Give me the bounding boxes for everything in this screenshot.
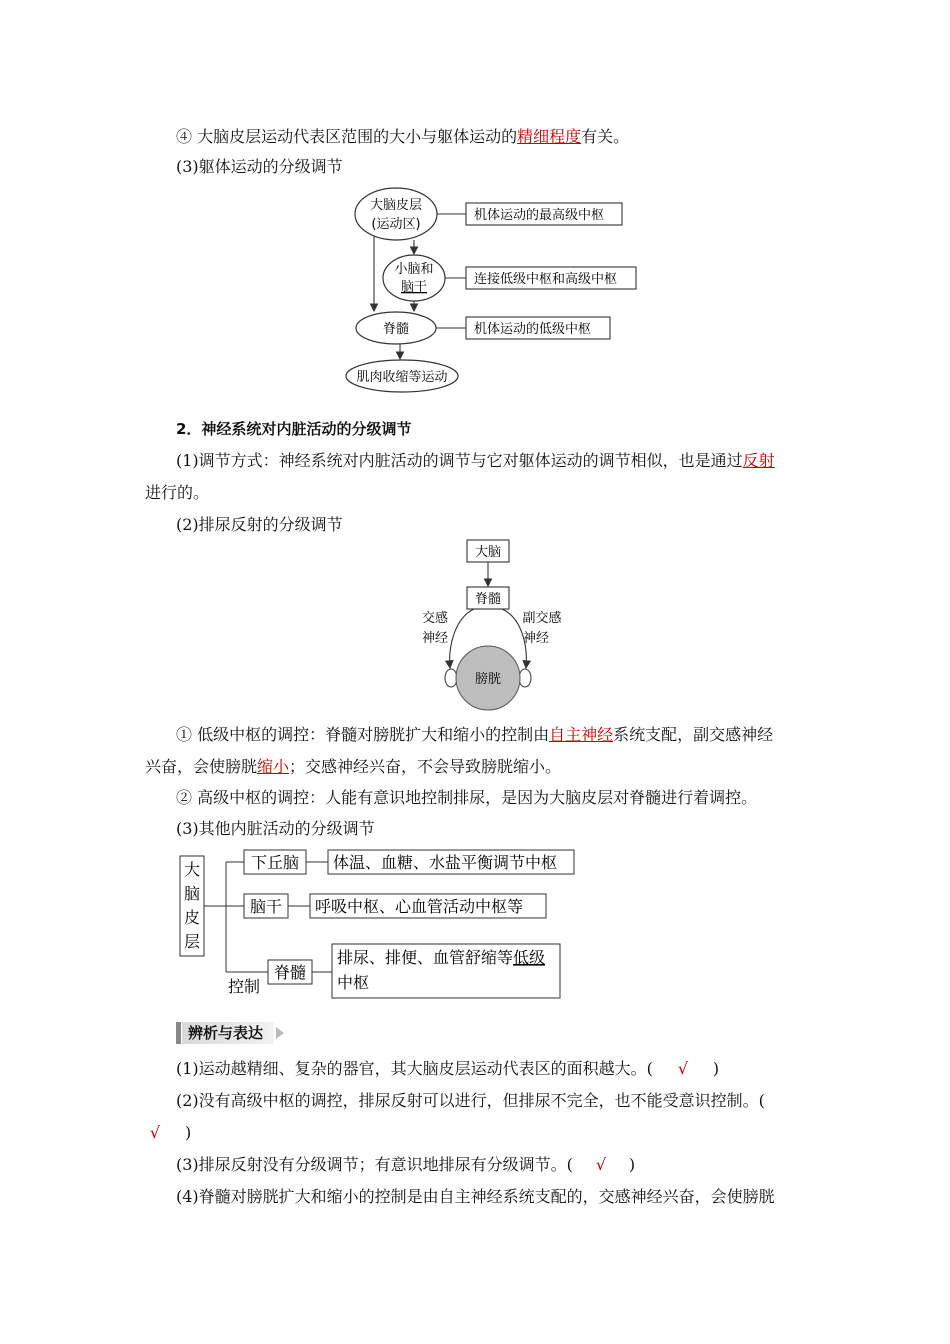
- sympathetic-label-2: 神经: [421, 631, 449, 646]
- spinal-center-text-2: 中枢: [337, 973, 370, 992]
- urination-reflex-diagram: [410, 536, 580, 716]
- sympathetic-label-1: 交感: [421, 611, 449, 626]
- brain-label: 大脑: [474, 545, 502, 560]
- parasympathetic-label-2: 神经: [522, 631, 550, 646]
- cortex-label-1: 大脑皮层: [369, 198, 423, 213]
- cortex-char-1: 大: [183, 860, 201, 879]
- answer-reflex: 反射: [742, 451, 775, 470]
- answer-mark-1: √: [677, 1059, 689, 1078]
- cerebellum-label-1: 小脑和: [394, 262, 434, 277]
- cortex-char-2: 脑: [183, 884, 201, 903]
- cortex-char-3: 皮: [183, 908, 201, 927]
- spinal-label: 脊髓: [474, 592, 502, 607]
- muscle-label: 肌肉收缩等运动: [356, 370, 448, 385]
- answer-precision: 精细程度: [517, 127, 582, 146]
- question-3: (3)排尿反射没有分级调节；有意识地排尿有分级调节。( √ ): [176, 1155, 636, 1174]
- question-1: (1)运动越精细、复杂的器官，其大脑皮层运动代表区的面积越大。( √ ): [176, 1059, 720, 1078]
- question-4: (4)脊髓对膀胱扩大和缩小的控制是由自主神经系统支配的，交感神经兴奋，会使膀胱: [176, 1187, 775, 1206]
- section-visceral-regulation: 2．神经系统对内脏活动的分级调节: [176, 420, 412, 438]
- paragraph-high-center: ② 高级中枢的调控：人能有意识地控制排尿，是因为大脑皮层对脊髓进行着调控。: [176, 788, 758, 807]
- section-header-analysis: 辨析与表达: [176, 1022, 284, 1044]
- hypothalamus-center-text: 体温、血糖、水盐平衡调节中枢: [333, 853, 558, 872]
- brainstem-center-text: 呼吸中枢、心血管活动中枢等: [315, 897, 524, 916]
- control-label: 控制: [228, 977, 261, 996]
- bladder-right-sphincter: [519, 669, 531, 687]
- question-2: (2)没有高级中枢的调控，排尿反射可以进行，但排尿不完全，也不能受意识控制。(: [176, 1091, 765, 1110]
- low-center-text: 机体运动的低级中枢: [474, 322, 592, 337]
- paragraph-cortex-size: ④ 大脑皮层运动代表区范围的大小与躯体运动的精细程度有关。: [176, 127, 630, 146]
- spinal-label: 脊髓: [382, 322, 410, 337]
- heading-other-visceral: (3)其他内脏活动的分级调节: [176, 819, 375, 838]
- paragraph-low-center: ① 低级中枢的调控：脊髓对膀胱扩大和缩小的控制由自主神经系统支配，副交感神经: [176, 725, 774, 744]
- paragraph-low-center-cont: 兴奋，会使膀胱缩小；交感神经兴奋，不会导致膀胱缩小。: [145, 757, 562, 776]
- cortex-label-2: (运动区): [371, 217, 421, 232]
- cortex-node: [355, 188, 437, 240]
- hypothalamus-label: 下丘脑: [250, 853, 300, 872]
- parasympathetic-label-1: 副交感: [522, 611, 562, 626]
- answer-mark-3: √: [595, 1155, 607, 1174]
- paragraph-regulation-method: (1)调节方式：神经系统对内脏活动的调节与它对躯体运动的调节相似，也是通过反射: [176, 451, 775, 470]
- bladder-label: 膀胱: [474, 672, 502, 687]
- paragraph-regulation-method-cont: 进行的。: [145, 483, 210, 502]
- cortex-char-4: 层: [183, 932, 201, 951]
- question-2-cont: √ ): [145, 1122, 191, 1144]
- connect-center-text: 连接低级中枢和高级中枢: [474, 272, 618, 287]
- cerebellum-label-2: 脑干: [400, 280, 428, 295]
- bladder-left-sphincter: [445, 669, 457, 687]
- heading-somatic-regulation: (3)躯体运动的分级调节: [176, 157, 343, 176]
- heading-urination-reflex: (2)排尿反射的分级调节: [176, 515, 343, 534]
- answer-mark-2: √: [149, 1123, 161, 1142]
- answer-autonomic: 自主神经: [549, 725, 614, 744]
- visceral-hierarchy-diagram: [176, 840, 576, 1005]
- answer-shrink: 缩小: [257, 757, 290, 776]
- spinal-label: 脊髓: [273, 963, 307, 982]
- spinal-center-text-1: 排尿、排便、血管舒缩等低级: [337, 948, 546, 967]
- highest-center-text: 机体运动的最高级中枢: [474, 208, 605, 223]
- brainstem-label: 脑干: [249, 897, 283, 916]
- somatic-hierarchy-diagram: [340, 184, 640, 394]
